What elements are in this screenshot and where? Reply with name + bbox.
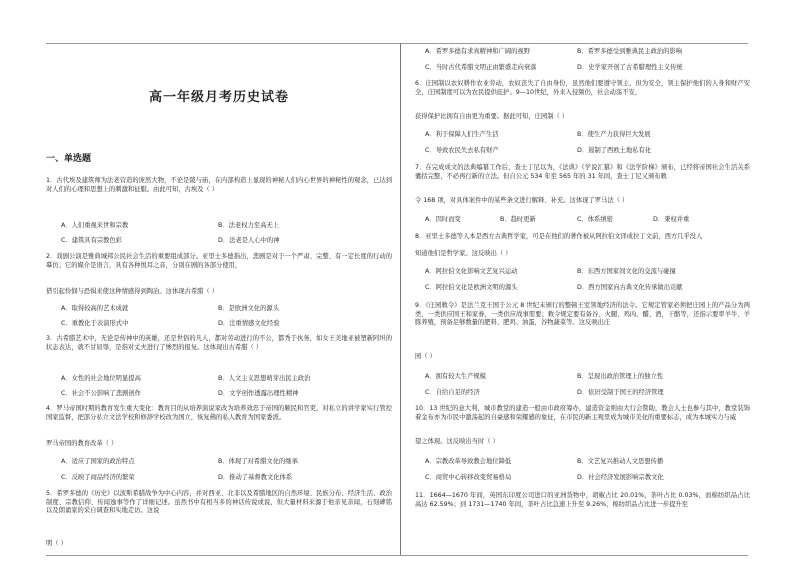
question-4-option-a[interactable]: A．适应了国家的政治特点	[61, 458, 135, 465]
question-5-option-b[interactable]: B．希罗多德受到雅典民主政治的影响	[577, 48, 683, 55]
question-8-option-d[interactable]: D．西方国家向古典文化传承做出贡献	[577, 284, 683, 291]
question-9-option-d[interactable]: D．依旧受制于国王的经济管理	[577, 389, 664, 396]
question-2-stem-cont: 借引起怜悯与恐惧来使这种情感得到陶冶。这体现古希腊（ ）	[46, 288, 219, 295]
question-2-option-b[interactable]: B．是欧洲文化的源头	[218, 305, 279, 312]
question-4-stem-cont: 罗马帝国的教育改革（ ）	[46, 440, 118, 447]
question-10-option-d[interactable]: D．社会经济发展影响宗教文化	[577, 474, 664, 481]
question-6-stem-cont: 获得保护比拥有自由更为重要。据此可知，庄园制（ ）	[415, 113, 569, 120]
column-divider	[400, 43, 401, 555]
bottom-rule	[46, 555, 748, 556]
question-8-option-a[interactable]: A．阿拉伯文化影响文艺复兴运动	[425, 268, 518, 275]
question-6-option-a[interactable]: A．利于保障人们生产生活	[425, 131, 499, 138]
question-6-stem: 6．庄园制以农奴耕作农业劳动，农奴丧失了自由身份，虽然他们要遵守领主，但为安全，领主保护他们的人身和财产安全，庄园制度可以为农民提供庇护。9—10世纪，外来入侵频仍，社会动荡不安，	[415, 80, 750, 96]
question-2-option-d[interactable]: D．注重情感文化经验	[218, 320, 280, 327]
question-7-option-c[interactable]: C．体系缜密	[577, 216, 613, 223]
question-7-option-b[interactable]: B．趋时更新	[500, 216, 536, 223]
question-5-option-d[interactable]: D．史学家开创了古希腊理性主义传统	[577, 64, 683, 71]
exam-title: 高一年级月考历史试卷	[148, 90, 289, 105]
question-5-stem-cont: 明（ ）	[46, 540, 67, 547]
question-2-stem: 2．戏剧公演是雅典城邦公民社会生活的重要组成部分。亚里士多德指出，悲剧是对于一个严肃、完整、有一定长度的行动的摹仿；它的媒介是语言，具有各种悦耳之音，分别在剧的各部分使用，	[46, 253, 392, 269]
top-rule	[46, 43, 748, 44]
question-5-option-a[interactable]: A．希罗多德有求真精神和广阔的视野	[425, 48, 531, 55]
question-9-option-a[interactable]: A．拥有较大生产规模	[425, 373, 486, 380]
question-11-stem: 11．1664—1670 年间，英国东印度公司进口的亚洲货物中，胡椒占比 20.01%，茶叶占比 0.03%，而棉纺织品占比高达 62.59%；到 1731—1740 年间，茶叶占比急速上升至 9.26%，棉纺织品占比进一步提升至	[415, 492, 750, 508]
section-heading: 一、单选题	[46, 154, 92, 164]
question-10-option-a[interactable]: A．宗教改革导致教会地位降低	[425, 458, 512, 465]
question-4-option-d[interactable]: D．推动了基督教文化体系	[218, 474, 293, 481]
question-9-option-b[interactable]: B．呈现出政治管理上的独立性	[577, 373, 664, 380]
question-6-option-b[interactable]: B．使生产力获得巨大发展	[577, 131, 651, 138]
question-4-option-b[interactable]: B．体现了对希腊文化的继承	[218, 458, 298, 465]
question-10-option-c[interactable]: C．商贸中心转移改变贸易格局	[425, 474, 512, 481]
question-6-option-c[interactable]: C．导致农民失去私有财产	[425, 147, 499, 154]
question-2-option-c[interactable]: C．重教化于表演形式中	[61, 320, 129, 327]
question-1-option-b[interactable]: B．法老权力至高无上	[218, 222, 279, 229]
question-8-stem-cont: 知道他们是哲学家。这反映出（ ）	[415, 250, 512, 257]
question-3-option-a[interactable]: A．女性的社会地位明显提高	[61, 375, 141, 382]
question-9-stem: 9．《庄园敕令》是法兰克王国于公元 8 世纪末颁行的整顿王室领地经济的法令。它规定管家必须把庄园上的产品分为两类，一类供应国王和家眷，一类供应战事需要；敕令规定要有备谷、火腿、鸡肉、醋、酒，干酪等，还指示要率羊牛、羊豚养殖，预备足够数量的肥料、肥鸡、油蛋，谷物蔬菜等。这反映出庄	[415, 302, 750, 327]
question-4-option-c[interactable]: C．反映了商品经济的繁荣	[61, 474, 135, 481]
question-8-stem: 8．亚里士多德等人本是西方古典哲学家，可是在他们的著作被从阿拉伯文译成拉丁文前，西方几乎没人	[415, 233, 703, 240]
question-7-stem-cont: 令 168 项，对具体案件中的某些条文进行解释、补充。这体现了罗马法（ ）	[415, 197, 629, 204]
question-3-option-d[interactable]: D．文学创作透露出理性精神	[218, 390, 299, 397]
question-7-option-d[interactable]: D．秉权并重	[653, 216, 690, 223]
question-1-option-d[interactable]: D．法老是人心中的神	[218, 237, 280, 244]
question-5-stem: 5．希罗多德的《历史》以波斯希腊战争为中心内容，并对西亚、北非以及希腊地区的自然环境、民族分布、经济生活、政治制度、宗教信仰、传闻逸事等作了详细记述。虽然书中有相当多的神话传说或说，但大量材料来源于他亲见亲闻，石刻碑铭以及朗诵家的采自调查和实地走访。这说	[46, 490, 392, 515]
question-1-stem: 1．古代埃及建筑师为法老营造的庞然大物，不论是陵与庙，在内部构造上显现的神秘人们内心世界的神秘性的观念，已达到对人们的心理和思想上的刺激和征服。由此可知，古埃及（ ）	[46, 177, 392, 193]
question-8-option-b[interactable]: B．东西方国家间文化的交流与碰撞	[577, 268, 676, 275]
question-1-option-a[interactable]: A．人们重视来世和宗教	[61, 222, 129, 229]
question-2-option-a[interactable]: A．取得较高的艺术成就	[61, 305, 129, 312]
question-3-option-b[interactable]: B．人文主义思想萌芽出民主政治	[218, 375, 311, 382]
question-4-stem: 4．罗马帝国时期的教育发生重大变化：教育目的从培养演说家改为培养效忠于帝国的顺民和官吏，对私立的讲学家实行管控国家监督，把部分私立文法学校和修辞学校改为国立，恢复佛的私人教育为国家委派。	[46, 405, 392, 421]
question-3-stem: 3．古希腊艺术中，无论是传神中的英雄，还是世俗的凡人，都对劳动进行的不公，都秀于执务，如女王美地亚被塑新阿坦的状态表达，就不甘屈辱，是指对丈夫进行了惨烈的报复。这体现出古希腊（ ）	[46, 335, 392, 351]
question-6-option-d[interactable]: D．遏制了西欧土地私有化	[577, 147, 652, 154]
question-8-option-c[interactable]: C．阿拉伯文化是欧洲文明的源头	[425, 284, 518, 291]
question-1-option-c[interactable]: C．建筑具有宗教色彩	[61, 237, 123, 244]
question-9-stem-cont: 园（ ）	[415, 353, 436, 360]
question-3-option-c[interactable]: C．社会不公影响了悲剧创作	[61, 390, 141, 397]
question-10-stem-cont: 望之体现。这反映出当时（ ）	[415, 438, 499, 445]
question-10-stem: 10．13 世纪的意大利，城市教堂的建造一般由市政府筹办，建造资金则由大行会赞助，教会人士也参与其中，教堂装饰着金布亦为市民中激荡起的自豪感和荣耀感的象征，在市民的新主观里成为城市美化的重要标志，成为本城实力与威	[415, 405, 750, 421]
question-7-option-a[interactable]: A．因时而变	[425, 216, 461, 223]
question-5-option-c[interactable]: C．当时古代希腊文明正由繁盛走向衰落	[425, 64, 537, 71]
question-9-option-c[interactable]: C．自给自足的经济	[425, 389, 480, 396]
question-10-option-b[interactable]: B．文艺复兴推动人文思想传播	[577, 458, 664, 465]
question-7-stem: 7．在完成成文的法典编纂工作后，查士丁尼以为，《法典》《学说汇纂》和《法学阶梯》颁布，已经将帝国社会生活关系囊括完整，不必再行新的立法。但自公元 534 年至 565 年的 31 年间，查士丁尼又颁布敕	[415, 164, 750, 180]
